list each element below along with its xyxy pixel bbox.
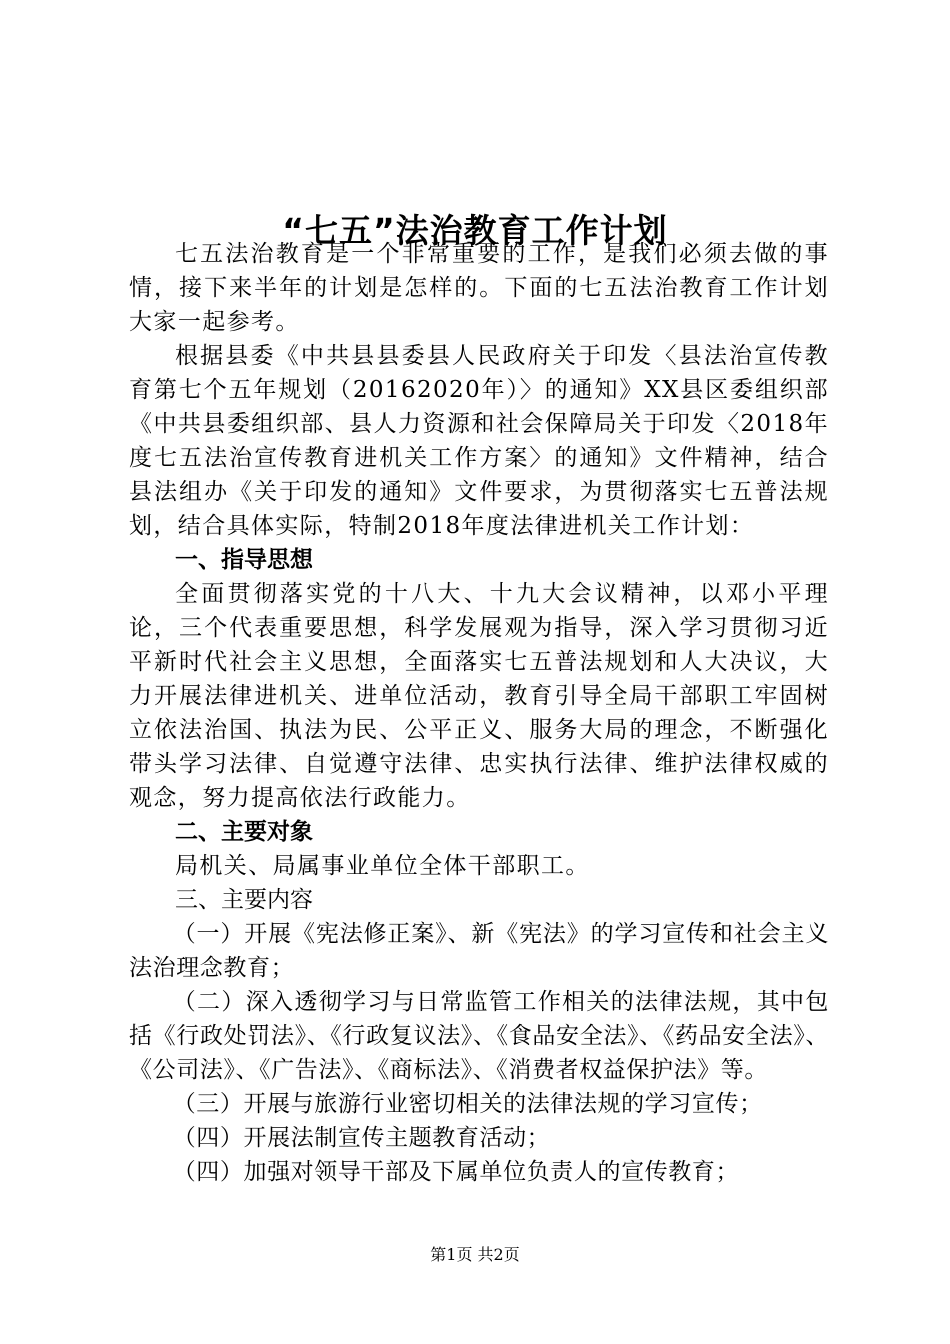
intro-paragraph: 七五法治教育是一个非常重要的工作，是我们必须去做的事情，接下来半年的计划是怎样的。下面的七五法治教育工作计划大家一起参考。 bbox=[129, 241, 829, 335]
document-body bbox=[129, 237, 829, 1189]
content-item: （一）开展《宪法修正案》、新《宪法》的学习宣传和社会主义法治理念教育； bbox=[129, 921, 829, 981]
content-item: （四）开展法制宣传主题教育活动； bbox=[172, 1125, 551, 1151]
section-heading-main-content: 三、主要内容 bbox=[175, 887, 313, 913]
basis-paragraph: 根据县委《中共县县委县人民政府关于印发〈县法治宣传教育第七个五年规划（20162020年）〉的通知》XX县区委组织部《中共县委组织部、县人力资源和社会保障局关于印发〈2018年度七五法治宣传教育进机关工作方案〉的通知》文件精神，结合县法组办《关于印发的通知》文件要求，为贯彻落实七五普法规划，结合具体实际，特制2018年度法律进机关工作计划： bbox=[129, 343, 829, 539]
content-item: （二）深入透彻学习与日常监管工作相关的法律法规，其中包括《行政处罚法》、《行政复议法》、《食品安全法》、《药品安全法》、《公司法》、《广告法》、《商标法》、《消费者权益保护法》等。 bbox=[129, 989, 829, 1083]
document-title: “七五”法治教育工作计划 bbox=[282, 211, 668, 251]
section-heading-main-targets: 二、主要对象 bbox=[175, 819, 313, 845]
section-text-main-targets: 局机关、局属事业单位全体干部职工。 bbox=[175, 853, 590, 879]
section-text-guiding-ideology: 全面贯彻落实党的十八大、十九大会议精神，以邓小平理论，三个代表重要思想，科学发展观为指导，深入学习贯彻习近平新时代社会主义思想，全面落实七五普法规划和人大决议，大力开展法律进机关、进单位活动，教育引导全局干部职工牢固树立依法治国、执法为民、公平正义、服务大局的理念，不断强化带头学习法律、自觉遵守法律、忠实执行法律、维护法律权威的观念，努力提高依法行政能力。 bbox=[129, 581, 829, 811]
content-item: （四）加强对领导干部及下属单位负责人的宣传教育； bbox=[172, 1159, 740, 1185]
page-footer: 第1页 共2页 bbox=[430, 1245, 520, 1264]
content-item: （三）开展与旅游行业密切相关的法律法规的学习宣传； bbox=[172, 1091, 763, 1117]
section-heading-guiding-ideology: 一、指导思想 bbox=[175, 547, 313, 573]
